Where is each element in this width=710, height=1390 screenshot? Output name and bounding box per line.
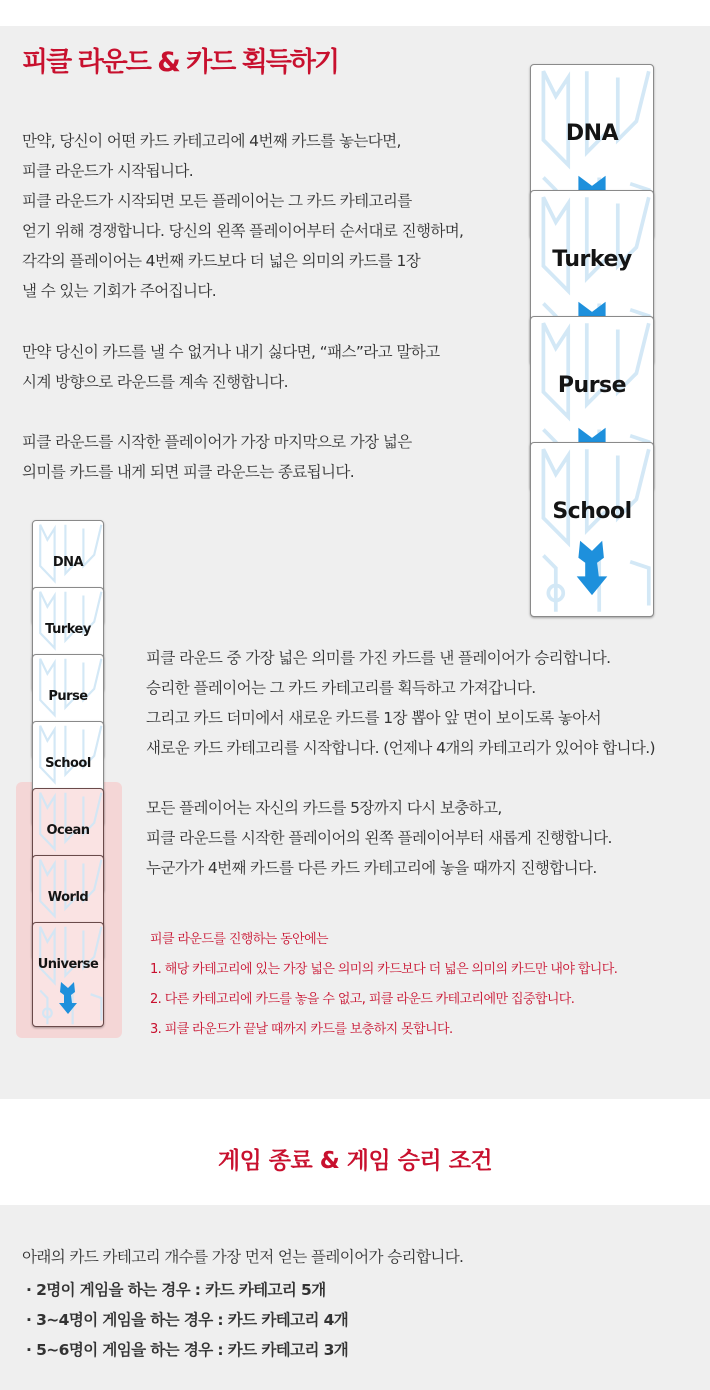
card-word: School (552, 499, 632, 524)
card-universe (32, 922, 104, 1027)
card-word: World (47, 889, 89, 905)
win-intro-text: 아래의 카드 카테고리 개수를 가장 먼저 얻는 플레이어가 승리합니다. (22, 1248, 464, 1266)
card-word: Turkey (552, 247, 632, 272)
game-end-title: 게임 종료 & 게임 승리 조건 (217, 1148, 493, 1174)
card-word: Turkey (45, 621, 91, 637)
paragraph-end: 피클 라운드를 시작한 플레이어가 가장 마지막으로 가장 넓은 의미를 카드를 내게 되면 피클 라운드는 종료됩니다. (22, 433, 412, 481)
top-spacer (0, 0, 710, 26)
win-conditions-list (26, 1275, 348, 1365)
paragraph-pass: 만약 당신이 카드를 낼 수 없거나 내기 싫다면, “패스”라고 말하고 시계 방향으로 라운드를 계속 진행합니다. (22, 343, 440, 391)
condition-5-6-players: · 5~6명이 게임을 하는 경우 : 카드 카테고리 3개 (26, 1341, 349, 1359)
arrow-down-icon (575, 539, 609, 597)
paragraph-intro: 만약, 당신이 어떤 카드 카테고리에 4번째 카드를 놓는다면, 피클 라운드가 시작됩니다. 피클 라운드가 시작되면 모든 플레이어는 그 카드 카테고리를 얻기 위해 경쟁합니다. 당신의 왼쪽 플레이어부터 순서대로 진행하며, 각각의 플레이어는 4번째 카드보다 더 넓은 의미의 카드를 1장 낼 수 있는 기회가 주어집니다. (22, 132, 464, 300)
card-school (530, 442, 654, 617)
card-word: DNA (565, 121, 619, 146)
arrow-down-icon (58, 981, 78, 1019)
card-word: School (45, 755, 91, 771)
card-word: Universe (37, 956, 99, 972)
card-word: Ocean (46, 822, 90, 838)
card-word: DNA (52, 554, 84, 570)
paragraph-refill: 모든 플레이어는 자신의 카드를 5장까지 다시 보충하고, 피클 라운드를 시작한 플레이어의 왼쪽 플레이어부터 새롭게 진행합니다. 누군가가 4번째 카드를 다른 카드 카테고리에 놓을 때까지 진행합니다. (146, 799, 612, 877)
card-word: Purse (48, 688, 88, 704)
condition-2-players: · 2명이 게임을 하는 경우 : 카드 카테고리 5개 (26, 1281, 326, 1299)
card-word: Purse (557, 373, 627, 398)
arrow-down-icon (58, 981, 78, 1015)
paragraph-winner: 피클 라운드 중 가장 넓은 의미를 가진 카드를 낸 플레이어가 승리합니다. 승리한 플레이어는 그 카드 카테고리를 획득하고 가져갑니다. 그리고 카드 더미에서 새로운 카드를 1장 뽑아 앞 면이 보이도록 놓아서 새로운 카드 카테고리를 시작합니다. (언제나 4개의 카테고리가 있어야 합니다.) (146, 649, 655, 757)
arrow-down-icon (575, 539, 609, 601)
condition-3-4-players: · 3~4명이 게임을 하는 경우 : 카드 카테고리 4개 (26, 1311, 349, 1329)
rules-list: 피클 라운드를 진행하는 동안에는 1. 해당 카테고리에 있는 가장 넓은 의미의 카드보다 더 넓은 의미의 카드만 내야 합니다. 2. 다른 카테고리에 카드를 놓을 수 없고, 피클 라운드 카테고리에만 집중합니다. 3. 피클 라운드가 끝날 때까지 카드를 보충하지 못합니다. (150, 932, 618, 1037)
section-title: 피클 라운드 & 카드 획득하기 (22, 47, 339, 78)
